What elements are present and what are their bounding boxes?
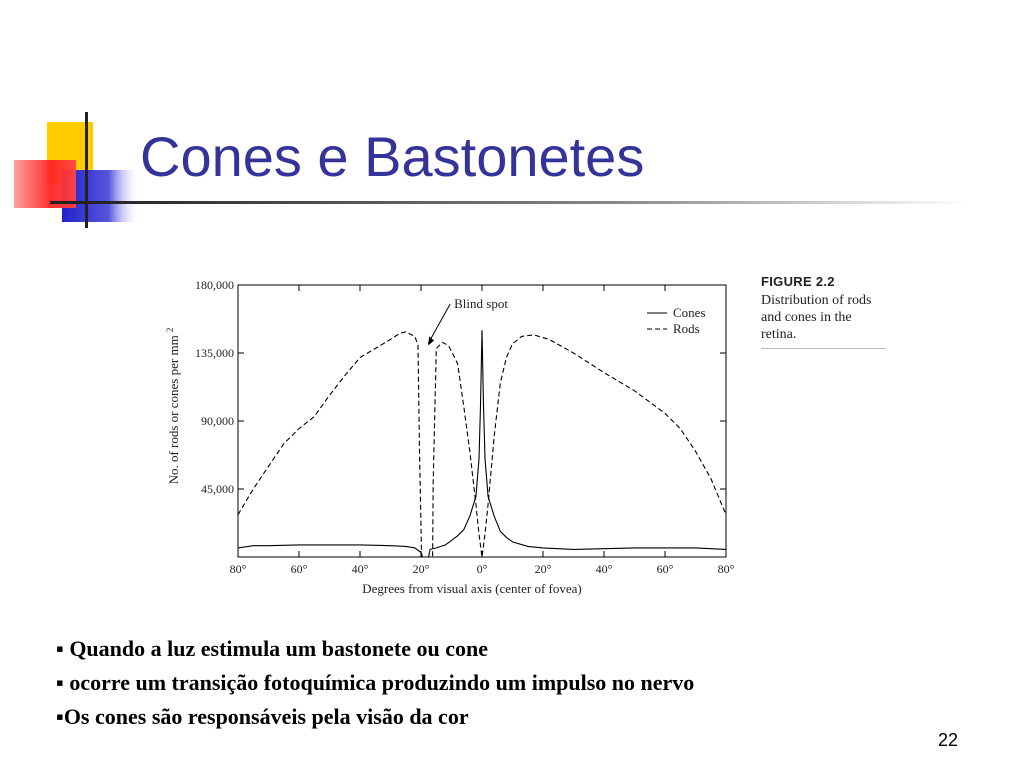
figure-label: FIGURE 2.2 <box>761 274 835 289</box>
rods-cones-chart <box>150 265 750 610</box>
x-tick-label: 20° <box>412 562 430 576</box>
x-tick-label: 40° <box>351 562 369 576</box>
bullet-marker: ▪ <box>56 636 64 661</box>
x-tick-label: 80° <box>229 562 247 576</box>
x-tick-label: 80° <box>717 562 735 576</box>
bullet-text: ocorre um transição fotoquímica produzindo um impulso no nervo <box>63 670 695 695</box>
blind-spot-arrow-line <box>428 304 450 343</box>
y-tick-label: 180,000 <box>195 278 234 292</box>
legend-label-rods: Rods <box>673 321 700 336</box>
bullet-text: Os cones são responsáveis pela visão da cor <box>63 704 469 729</box>
bullet-text: Quando a luz estimula um bastonete ou cone <box>63 636 488 661</box>
series-line-rods <box>238 332 726 557</box>
blind-spot-label: Blind spot <box>454 296 508 311</box>
vertical-rule <box>85 112 88 228</box>
y-tick-label: 45,000 <box>201 482 234 496</box>
x-tick-label: 20° <box>534 562 552 576</box>
legend-label-cones: Cones <box>673 305 706 320</box>
series-line-cones <box>238 330 726 557</box>
x-tick-label: 40° <box>595 562 613 576</box>
x-tick-label: 60° <box>656 562 674 576</box>
x-tick-label: 60° <box>290 562 308 576</box>
y-tick-label: 135,000 <box>195 346 234 360</box>
x-axis-label: Degrees from visual axis (center of fovea) <box>362 581 582 596</box>
bullet-marker: ▪ <box>56 670 64 695</box>
red-square <box>14 160 76 208</box>
plot-frame <box>238 285 726 557</box>
y-axis-label: No. of rods or cones per mm $^2$ <box>165 327 181 485</box>
chart-series <box>238 330 726 557</box>
y-tick-label: 90,000 <box>201 414 234 428</box>
bullet-item <box>56 632 694 666</box>
bullet-item <box>56 666 694 700</box>
y-axis-label-superscript: 2 <box>165 327 175 333</box>
bullet-item <box>56 700 694 734</box>
bullet-marker: ▪ <box>56 704 64 729</box>
title-underline <box>88 201 968 204</box>
page-number: 22 <box>938 730 959 750</box>
figure-caption: Distribution of rods and cones in the retina. <box>761 292 886 349</box>
bullet-list <box>56 632 694 734</box>
slide-title: Cones e Bastonetes <box>140 125 645 188</box>
x-tick-label: 0° <box>476 562 488 576</box>
chart-axes <box>238 285 726 557</box>
slide-decoration <box>0 0 200 240</box>
